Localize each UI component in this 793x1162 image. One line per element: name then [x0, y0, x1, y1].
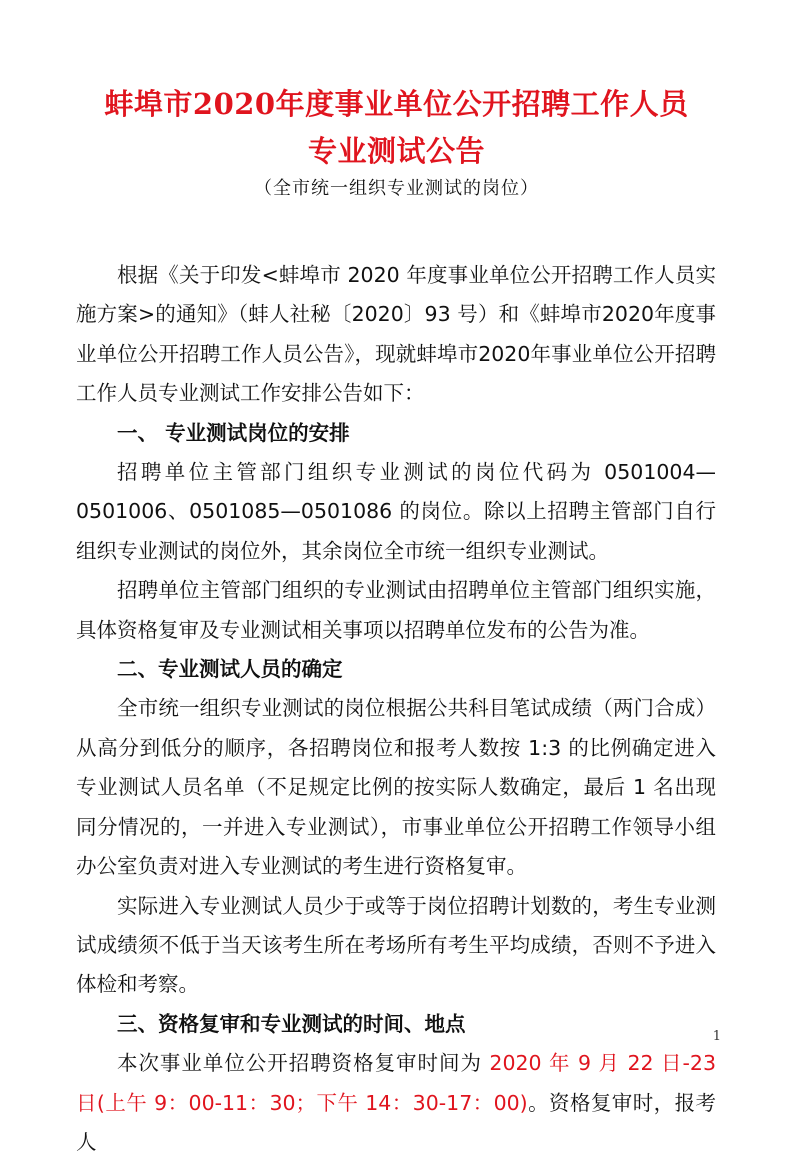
section-3-text-suffix: 。资格复审时，报考人 [76, 1090, 717, 1154]
subtitle: （全市统一组织专业测试的岗位） [254, 178, 539, 199]
section-1-paragraph-2: 招聘单位主管部门组织的专业测试由招聘单位主管部门组织实施，具体资格复审及专业测试相关事项以招聘单位发布的公告为准。 [76, 578, 716, 642]
title-line-2: 专业测试公告 [307, 134, 485, 168]
section-3-heading: 三、资格复审和专业测试的时间、地点 [117, 1011, 466, 1036]
section-1-paragraph-1: 招聘单位主管部门组织专业测试的岗位代码为 0501004—0501006、0501085—0501086 的岗位。除以上招聘主管部门自行组织专业测试的岗位外，其余岗位全市统一组织专业测试。 [76, 460, 716, 563]
document-body [76, 256, 716, 1162]
section-2-heading: 二、专业测试人员的确定 [117, 657, 343, 682]
section-2-paragraph-2: 实际进入专业测试人员少于或等于岗位招聘计划数的，考生专业测试成绩须不低于当天该考生所在考场所有考生平均成绩，否则不予进入体检和考察。 [76, 893, 716, 997]
section-2-paragraph-1: 全市统一组织专业测试的岗位根据公共科目笔试成绩（两门合成）从高分到低分的顺序，各招聘岗位和报考人数按 1:3 的比例确定进入专业测试人员名单（不足规定比例的按实际人数确定，最后 1 名出现同分情况的，一并进入专业测试），市事业单位公开招聘工作领导小组办公室负责对进入专业测试的考生进行资格复审。 [76, 696, 716, 879]
review-time-highlight: 2020 年 9 月 22 日-23 日(上午 9：00-11：30；下午 14：30-17：00) [76, 1051, 716, 1115]
section-3-paragraph-1 [76, 1044, 716, 1162]
section-1-heading: 一、 专业测试岗位的安排 [117, 420, 350, 445]
intro-paragraph: 根据《关于印发<蚌埠市 2020 年度事业单位公开招聘工作人员实施方案>的通知》（蚌人社秘〔2020〕93 号）和《蚌埠市2020年度事业单位公开招聘工作人员公告》，现就蚌埠市2020年事业单位公开招聘工作人员专业测试工作安排公告如下： [76, 263, 716, 406]
title-line-1: 蚌埠市2020年度事业单位公开招聘工作人员 [104, 87, 689, 121]
page-number: 1 [712, 1029, 721, 1044]
section-3-text-prefix: 本次事业单位公开招聘资格复审时间为 [117, 1051, 490, 1076]
